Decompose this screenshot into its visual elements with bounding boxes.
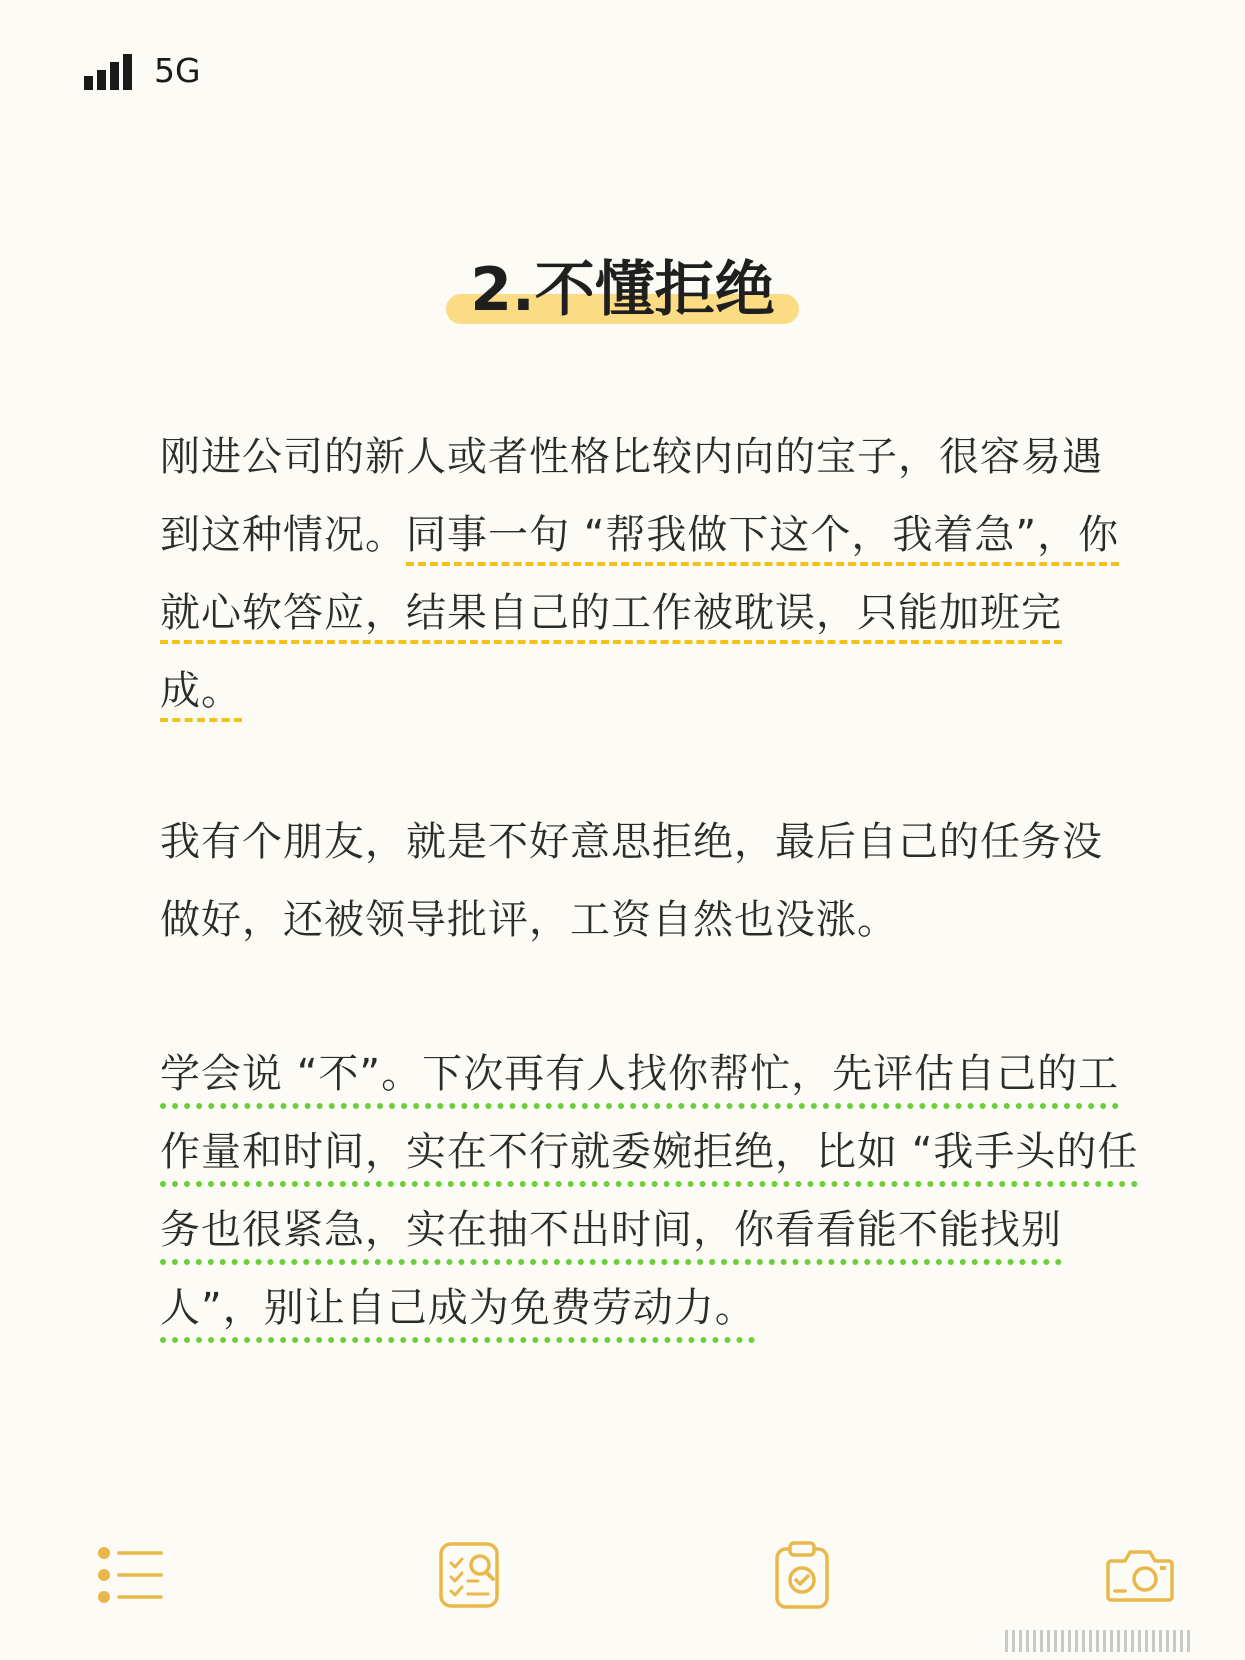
page-title [446, 250, 799, 330]
paragraph-3 [160, 1035, 1140, 1347]
camera-icon [1105, 1547, 1175, 1603]
signal-strength-icon [84, 52, 132, 90]
title-container [0, 250, 1245, 330]
paragraph-3-highlight: 学会说 “不”。下次再有人找你帮忙，先评估自己的工作量和时间，实在不行就委婉拒绝，比如 “我手头的任务也很紧急，实在抽不出时间，你看看能不能找别人”，别让自己成为免费劳动力。 [160, 1051, 1139, 1331]
bottom-nav [0, 1535, 1245, 1615]
status-bar [84, 50, 201, 90]
paragraph-1-highlight: 同事一句 “帮我做下这个，我着急”，你就心软答应，结果自己的工作被耽误，只能加班完成。 [160, 512, 1120, 714]
nav-list-button[interactable] [90, 1535, 170, 1615]
nav-clipboard-button[interactable] [762, 1535, 842, 1615]
watermark-bars [1005, 1630, 1190, 1652]
nav-camera-button[interactable] [1100, 1535, 1180, 1615]
network-type: 5G [154, 51, 201, 90]
nav-checklist-button[interactable] [430, 1535, 510, 1615]
paragraph-2: 我有个朋友，就是不好意思拒绝，最后自己的任务没做好，还被领导批评，工资自然也没涨。 [160, 819, 1103, 943]
paragraph-1 [160, 418, 1140, 730]
list-icon [95, 1543, 165, 1607]
paragraph-1-lead: 刚进公司的新人或者性格比较内向的宝子，很容易遇到这种情况。 [160, 434, 1103, 558]
page-title-text: 2.不懂拒绝 [470, 255, 775, 325]
checklist-search-icon [438, 1541, 502, 1609]
clipboard-check-icon [774, 1540, 830, 1610]
